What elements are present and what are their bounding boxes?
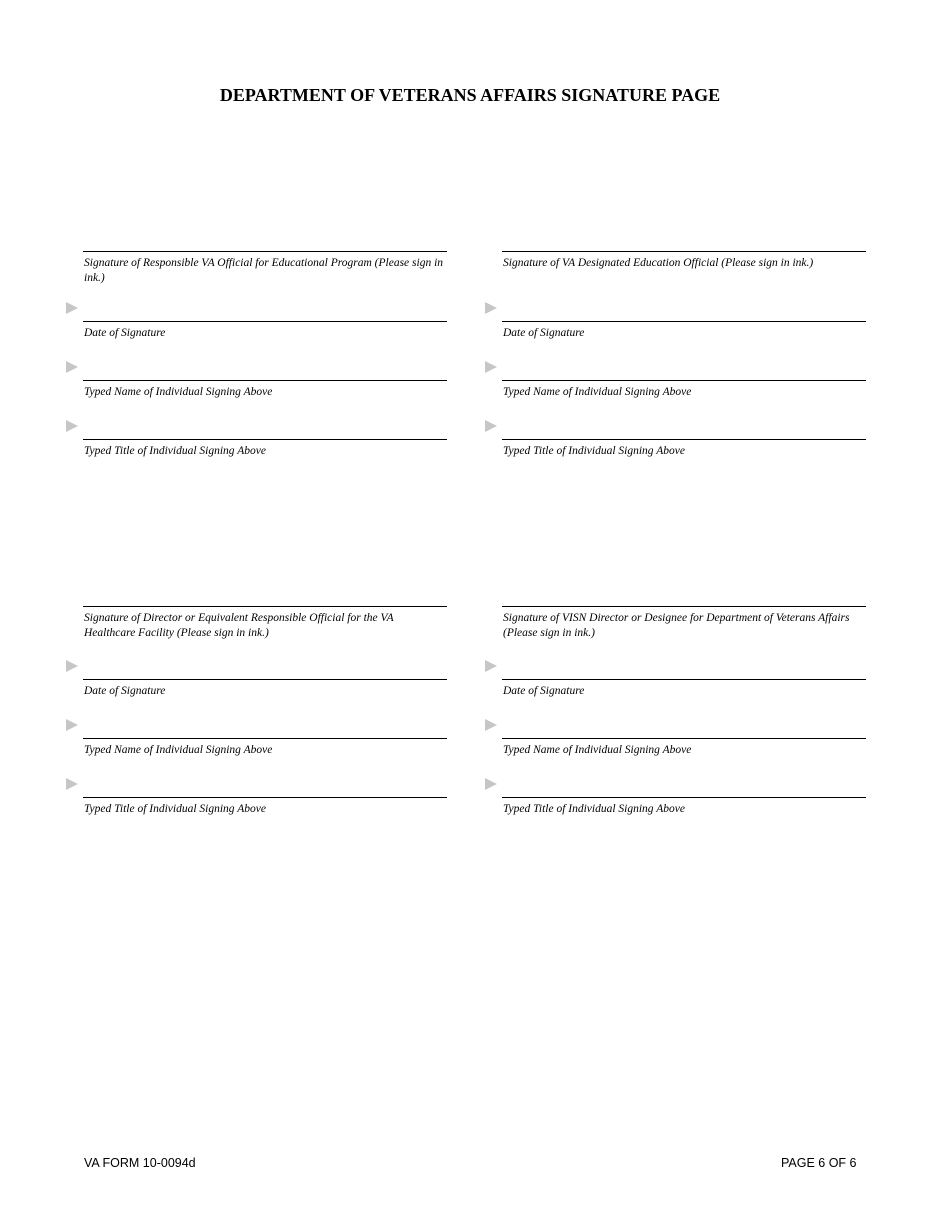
typed-name-label: Typed Name of Individual Signing Above: [84, 744, 273, 756]
field-underline: [502, 606, 866, 607]
field-underline: [83, 738, 447, 739]
signature-label: Signature of Director or Equivalent Responsible Official for the VA Healthcare Facility (Please sign in ink.): [84, 612, 394, 639]
signature-label: Signature of VISN Director or Designee for Department of Veterans Affairs (Please sign in ink.): [503, 612, 850, 639]
typed-name-label: Typed Name of Individual Signing Above: [84, 386, 273, 398]
date-label: Date of Signature: [84, 327, 166, 339]
field-pointer-arrow-icon: [66, 719, 78, 731]
field-underline: [83, 380, 447, 381]
field-pointer-arrow-icon: [485, 719, 497, 731]
field-underline: [502, 679, 866, 680]
field-underline: [83, 797, 447, 798]
typed-title-label: Typed Title of Individual Signing Above: [84, 445, 266, 457]
field-pointer-arrow-icon: [485, 361, 497, 373]
date-field[interactable]: [83, 711, 451, 739]
field-underline: [502, 797, 866, 798]
field-underline: [502, 738, 866, 739]
field-pointer-arrow-icon: [66, 361, 78, 373]
field-underline: [83, 439, 447, 440]
signature-block-healthcare-facility-director: [83, 606, 447, 826]
signature-block-visn-director: [502, 606, 866, 826]
signature-field[interactable]: [83, 294, 451, 322]
typed-name-field[interactable]: [502, 770, 870, 798]
field-underline: [502, 321, 866, 322]
date-field[interactable]: [502, 711, 870, 739]
field-pointer-arrow-icon: [66, 420, 78, 432]
field-underline: [83, 679, 447, 680]
field-underline: [83, 251, 447, 252]
typed-title-label: Typed Title of Individual Signing Above: [503, 445, 685, 457]
date-label: Date of Signature: [84, 685, 166, 697]
field-pointer-arrow-icon: [485, 660, 497, 672]
typed-name-field[interactable]: [83, 770, 451, 798]
signature-block-designated-education-official: [502, 251, 866, 471]
field-pointer-arrow-icon: [66, 778, 78, 790]
typed-title-label: Typed Title of Individual Signing Above: [84, 803, 266, 815]
typed-title-label: Typed Title of Individual Signing Above: [503, 803, 685, 815]
typed-name-label: Typed Name of Individual Signing Above: [503, 744, 692, 756]
signature-field[interactable]: [502, 294, 870, 322]
field-underline: [83, 321, 447, 322]
page-number: PAGE 6 OF 6: [781, 1156, 857, 1170]
field-underline: [502, 439, 866, 440]
field-pointer-arrow-icon: [66, 660, 78, 672]
date-field[interactable]: [502, 353, 870, 381]
date-label: Date of Signature: [503, 685, 585, 697]
signature-field[interactable]: [502, 652, 870, 680]
field-pointer-arrow-icon: [485, 302, 497, 314]
form-number: VA FORM 10-0094d: [84, 1156, 196, 1170]
typed-name-label: Typed Name of Individual Signing Above: [503, 386, 692, 398]
page-title: DEPARTMENT OF VETERANS AFFAIRS SIGNATURE PAGE: [219, 85, 721, 105]
date-label: Date of Signature: [503, 327, 585, 339]
field-underline: [502, 251, 866, 252]
field-pointer-arrow-icon: [485, 778, 497, 790]
field-underline: [83, 606, 447, 607]
field-pointer-arrow-icon: [485, 420, 497, 432]
typed-name-field[interactable]: [502, 412, 870, 440]
signature-block-educational-program-official: [83, 251, 447, 471]
signature-label: Signature of VA Designated Education Official (Please sign in ink.): [503, 257, 814, 269]
typed-name-field[interactable]: [83, 412, 451, 440]
signature-label: Signature of Responsible VA Official for Educational Program (Please sign in ink.): [84, 257, 444, 284]
date-field[interactable]: [83, 353, 451, 381]
field-pointer-arrow-icon: [66, 302, 78, 314]
field-underline: [502, 380, 866, 381]
signature-field[interactable]: [83, 652, 451, 680]
